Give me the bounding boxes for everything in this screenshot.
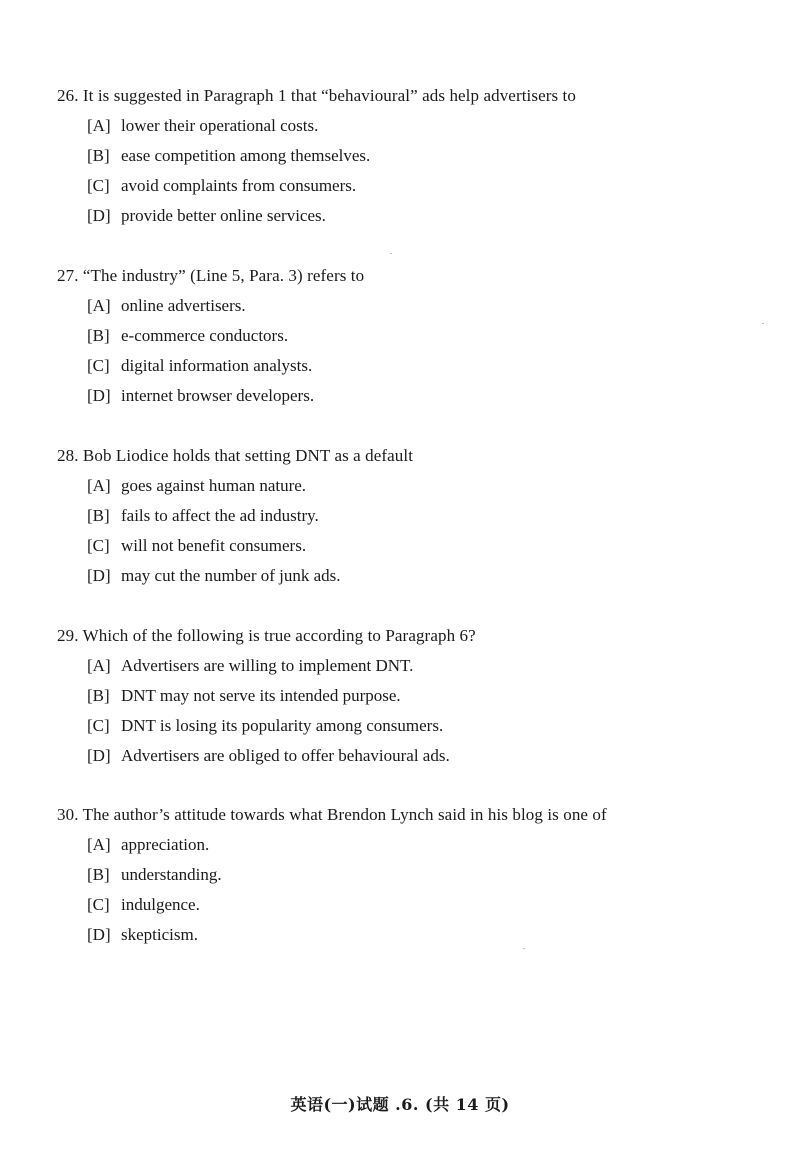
option-letter: [B]: [87, 146, 110, 165]
option-text: digital information analysts.: [121, 356, 313, 375]
option-d: [57, 385, 757, 407]
option-list: [57, 475, 757, 587]
option-d: [57, 745, 757, 767]
option-text: lower their operational costs.: [121, 116, 319, 135]
option-text: Advertisers are willing to implement DNT.: [121, 656, 414, 675]
option-text: e-commerce conductors.: [121, 326, 289, 345]
option-text: skepticism.: [121, 925, 198, 944]
option-text: indulgence.: [121, 895, 200, 914]
option-text: will not benefit consumers.: [121, 536, 307, 555]
question-28: [57, 445, 757, 587]
question-stem: 30. The author’s attitude towards what Brendon Lynch said in his blog is one of: [57, 805, 607, 824]
question-30: [57, 804, 757, 946]
option-letter: [B]: [87, 326, 110, 345]
option-c: [57, 894, 757, 916]
option-list: [57, 655, 757, 767]
option-b: [57, 505, 757, 527]
option-text: fails to affect the ad industry.: [121, 506, 319, 525]
option-text: understanding.: [121, 865, 222, 884]
option-letter: [D]: [87, 386, 111, 405]
question-stem: 26. It is suggested in Paragraph 1 that “behavioural” ads help advertisers to: [57, 86, 576, 105]
scan-speck: [762, 323, 764, 324]
option-a: [57, 115, 757, 137]
question-29: [57, 625, 757, 767]
option-letter: [C]: [87, 536, 110, 555]
option-text: Advertisers are obliged to offer behavioural ads.: [121, 746, 450, 765]
option-list: [57, 295, 757, 407]
option-text: avoid complaints from consumers.: [121, 176, 357, 195]
option-c: [57, 355, 757, 377]
option-letter: [D]: [87, 746, 111, 765]
scan-speck: [523, 948, 525, 949]
question-26: [57, 85, 757, 227]
question-stem: 28. Bob Liodice holds that setting DNT as a default: [57, 446, 414, 465]
option-c: [57, 175, 757, 197]
option-letter: [B]: [87, 506, 110, 525]
option-c: [57, 535, 757, 557]
option-letter: [A]: [87, 476, 111, 495]
question-stem: 29. Which of the following is true according to Paragraph 6?: [57, 626, 476, 645]
option-b: [57, 325, 757, 347]
option-letter: [C]: [87, 356, 110, 375]
option-a: [57, 475, 757, 497]
option-b: [57, 685, 757, 707]
option-letter: [A]: [87, 835, 111, 854]
option-text: internet browser developers.: [121, 386, 315, 405]
page-footer: 英语(一)试题 .6. (共 14 页): [290, 1095, 510, 1114]
option-a: [57, 295, 757, 317]
option-text: appreciation.: [121, 835, 210, 854]
option-d: [57, 565, 757, 587]
option-letter: [D]: [87, 566, 111, 585]
option-b: [57, 145, 757, 167]
option-letter: [A]: [87, 116, 111, 135]
option-letter: [B]: [87, 686, 110, 705]
option-text: online advertisers.: [121, 296, 246, 315]
option-text: may cut the number of junk ads.: [121, 566, 341, 585]
option-letter: [B]: [87, 865, 110, 884]
option-d: [57, 205, 757, 227]
option-list: [57, 834, 757, 946]
option-letter: [C]: [87, 176, 110, 195]
option-d: [57, 924, 757, 946]
option-a: [57, 655, 757, 677]
option-b: [57, 864, 757, 886]
option-text: DNT is losing its popularity among consumers.: [121, 716, 444, 735]
option-letter: [D]: [87, 925, 111, 944]
option-text: provide better online services.: [121, 206, 326, 225]
scan-speck: [390, 253, 392, 254]
question-stem: 27. “The industry” (Line 5, Para. 3) refers to: [57, 266, 365, 285]
option-letter: [D]: [87, 206, 111, 225]
option-letter: [A]: [87, 656, 111, 675]
option-a: [57, 834, 757, 856]
option-letter: [C]: [87, 716, 110, 735]
option-text: goes against human nature.: [121, 476, 307, 495]
option-letter: [C]: [87, 895, 110, 914]
question-27: [57, 265, 757, 407]
option-text: DNT may not serve its intended purpose.: [121, 686, 401, 705]
option-letter: [A]: [87, 296, 111, 315]
option-list: [57, 115, 757, 227]
option-text: ease competition among themselves.: [121, 146, 371, 165]
option-c: [57, 715, 757, 737]
